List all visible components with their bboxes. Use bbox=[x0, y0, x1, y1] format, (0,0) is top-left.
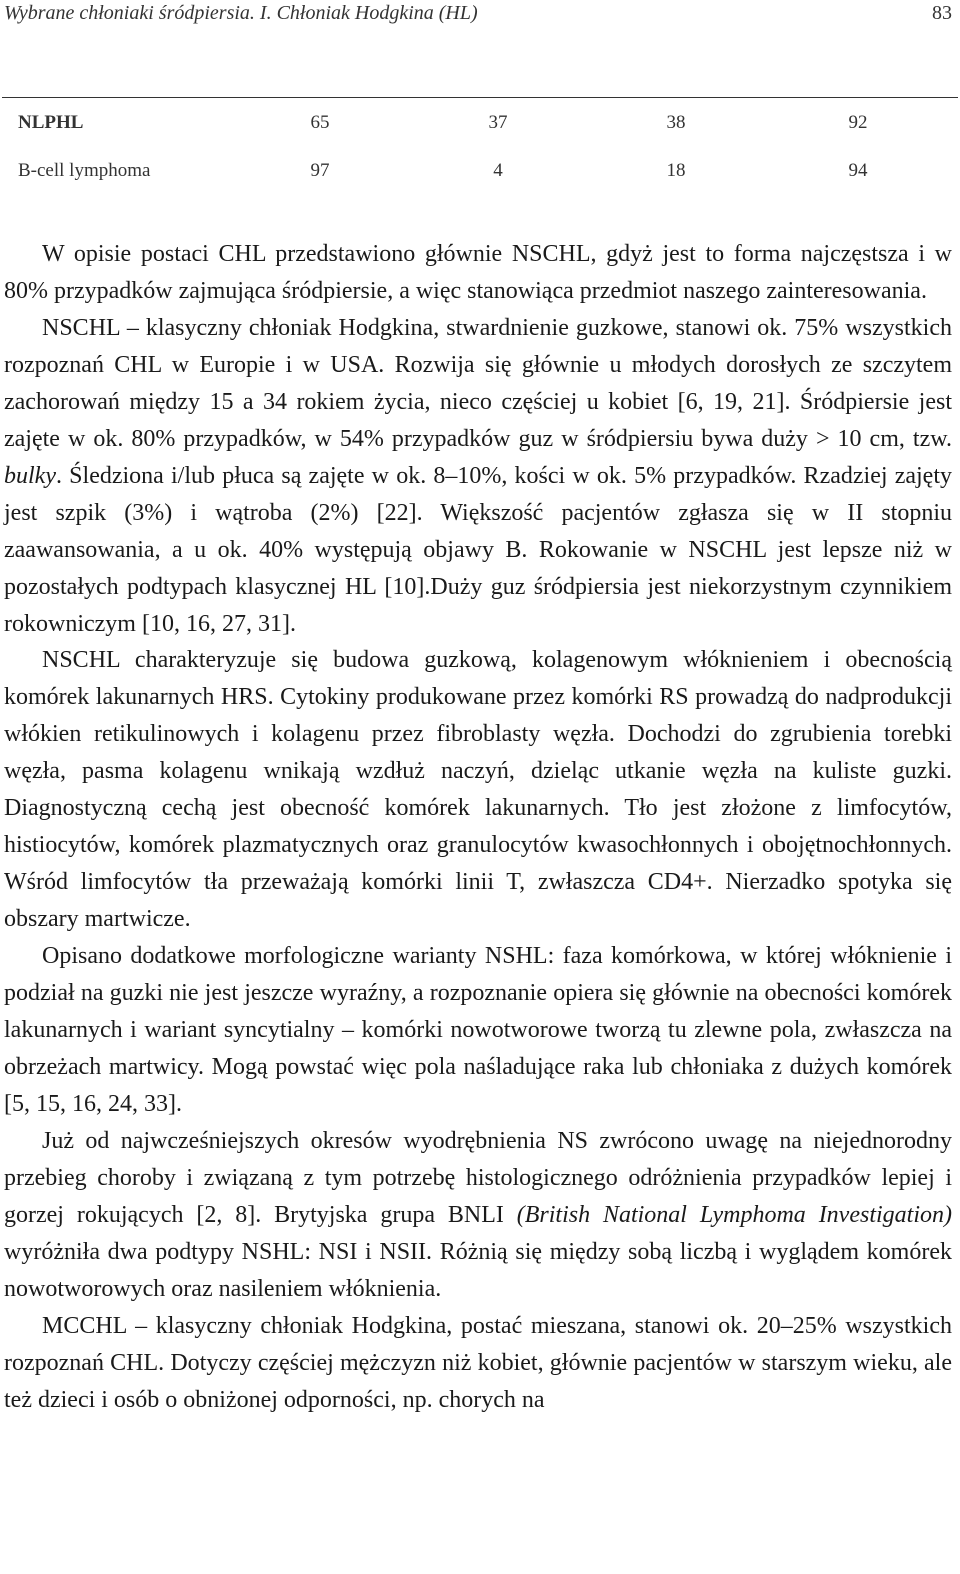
table-cell: 92 bbox=[848, 112, 868, 133]
table-row bbox=[2, 98, 958, 146]
table-cell: 18 bbox=[666, 160, 686, 181]
table-cell: 4 bbox=[493, 160, 503, 181]
paragraph-text: wyróżniła dwa podtypy NSHL: NSI i NSII. Różnią się między sobą liczbą i wyglądem komórek nowotworowych oraz nasileniem włóknienia. bbox=[4, 1238, 952, 1302]
article-body bbox=[4, 236, 952, 1419]
paragraph bbox=[4, 642, 952, 938]
paragraph-text: . Śledziona i/lub płuca są zajęte w ok. 8–10%, kości w ok. 5% przypadków. Rzadziej zajęty jest szpik (3%) i wątroba (2%) [22]. Większość pacjentów zgłasza się w II stopniu zaawansowania, a u ok. 40% występują objawy B. Rokowanie w NSCHL jest lepsze niż w pozostałych podtypach klasycznej HL [10].Duży guz śródpiersia jest niekorzystnym czynnikiem rokowniczym [10, 16, 27, 31]. bbox=[4, 462, 952, 637]
italic-term: (British National Lymphoma Investigation) bbox=[516, 1201, 952, 1228]
paragraph bbox=[4, 1308, 952, 1419]
table-cell: B-cell lymphoma bbox=[18, 160, 151, 181]
running-title: Wybrane chłoniaki śródpiersia. I. Chłoniak Hodgkina (HL) bbox=[4, 2, 478, 24]
page-number: 83 bbox=[932, 2, 952, 24]
paragraph bbox=[4, 1123, 952, 1308]
paragraph-text: NSCHL – klasyczny chłoniak Hodgkina, stwardnienie guzkowe, stanowi ok. 75% wszystkich rozpoznań CHL w Europie i w USA. Rozwija się głównie u młodych dorosłych ze szczytem zachorowań między 15 a 34 rokiem życia, nieco częściej u kobiet [6, 19, 21]. Śródpiersie jest zajęte w ok. 80% przypadków, w 54% przypadków guz w śródpiersiu bywa duży > 10 cm, tzw. bbox=[4, 314, 952, 452]
paragraph-text: MCCHL – klasyczny chłoniak Hodgkina, postać mieszana, stanowi ok. 20–25% wszystkich rozpoznań CHL. Dotyczy częściej mężczyzn niż kobiet, głównie pacjentów w starszym wieku, ale też dzieci i osób o obniżonej odporności, np. chorych na bbox=[4, 1312, 952, 1413]
table-cell: 94 bbox=[848, 160, 868, 181]
table-row bbox=[2, 146, 958, 194]
paragraph-text: NSCHL charakteryzuje się budowa guzkową, kolagenowym włóknieniem i obecnością komórek lakunarnych HRS. Cytokiny produkowane przez komórki RS prowadzą do nadprodukcji włókien retikulinowych i kolagenu przez fibroblasty węzła. Dochodzi do zgrubienia torebki węzła, pasma kolagenu wnikają wzdłuż naczyń, dzieląc utkanie węzła na kuliste guzki. Diagnostyczną cechą jest obecność komórek lakunarnych. Tło jest złożone z limfocytów, histiocytów, komórek plazmatycznych oraz granulocytów kwasochłonnych i obojętnochłonnych. Wśród limfocytów tła przeważają komórki linii T, zwłaszcza CD4+. Nierzadko spotyka się obszary martwicze. bbox=[4, 647, 952, 933]
running-header bbox=[4, 0, 952, 32]
italic-term: bulky bbox=[4, 462, 56, 489]
table-cell: 38 bbox=[666, 112, 686, 133]
paragraph-text: Już od najwcześniejszych okresów wyodrębnienia NS zwrócono uwagę na niejednorodny przebieg choroby i związaną z tym potrzebę histologicznego odróżnienia przypadków lepiej i gorzej rokujących [2, 8]. Brytyjska grupa BNLI bbox=[4, 1127, 952, 1228]
paragraph bbox=[4, 236, 952, 310]
table-cell: 97 bbox=[310, 160, 330, 181]
table-cell: 37 bbox=[488, 112, 508, 133]
table-cell: 65 bbox=[310, 112, 330, 133]
paragraph-text: W opisie postaci CHL przedstawiono głównie NSCHL, gdyż jest to forma najczęstsza i w 80% przypadków zajmująca śródpiersie, a więc stanowiąca przedmiot naszego zainteresowania. bbox=[4, 241, 952, 304]
data-table bbox=[2, 97, 958, 194]
paragraph bbox=[4, 310, 952, 643]
paragraph-text: Opisano dodatkowe morfologiczne warianty NSHL: faza komórkowa, w której włóknienie i podział na guzki nie jest jeszcze wyraźny, a rozpoznanie opiera się głównie na obecności komórek lakunarnych i wariant syncytialny – komórki nowotworowe tworzą tu zlewne pola, zwłaszcza na obrzeżach martwicy. Mogą powstać więc pola naśladujące raka lub chłoniaka z dużych komórek [5, 15, 16, 24, 33]. bbox=[4, 943, 952, 1117]
paragraph bbox=[4, 938, 952, 1123]
table-cell: NLPHL bbox=[18, 112, 84, 133]
